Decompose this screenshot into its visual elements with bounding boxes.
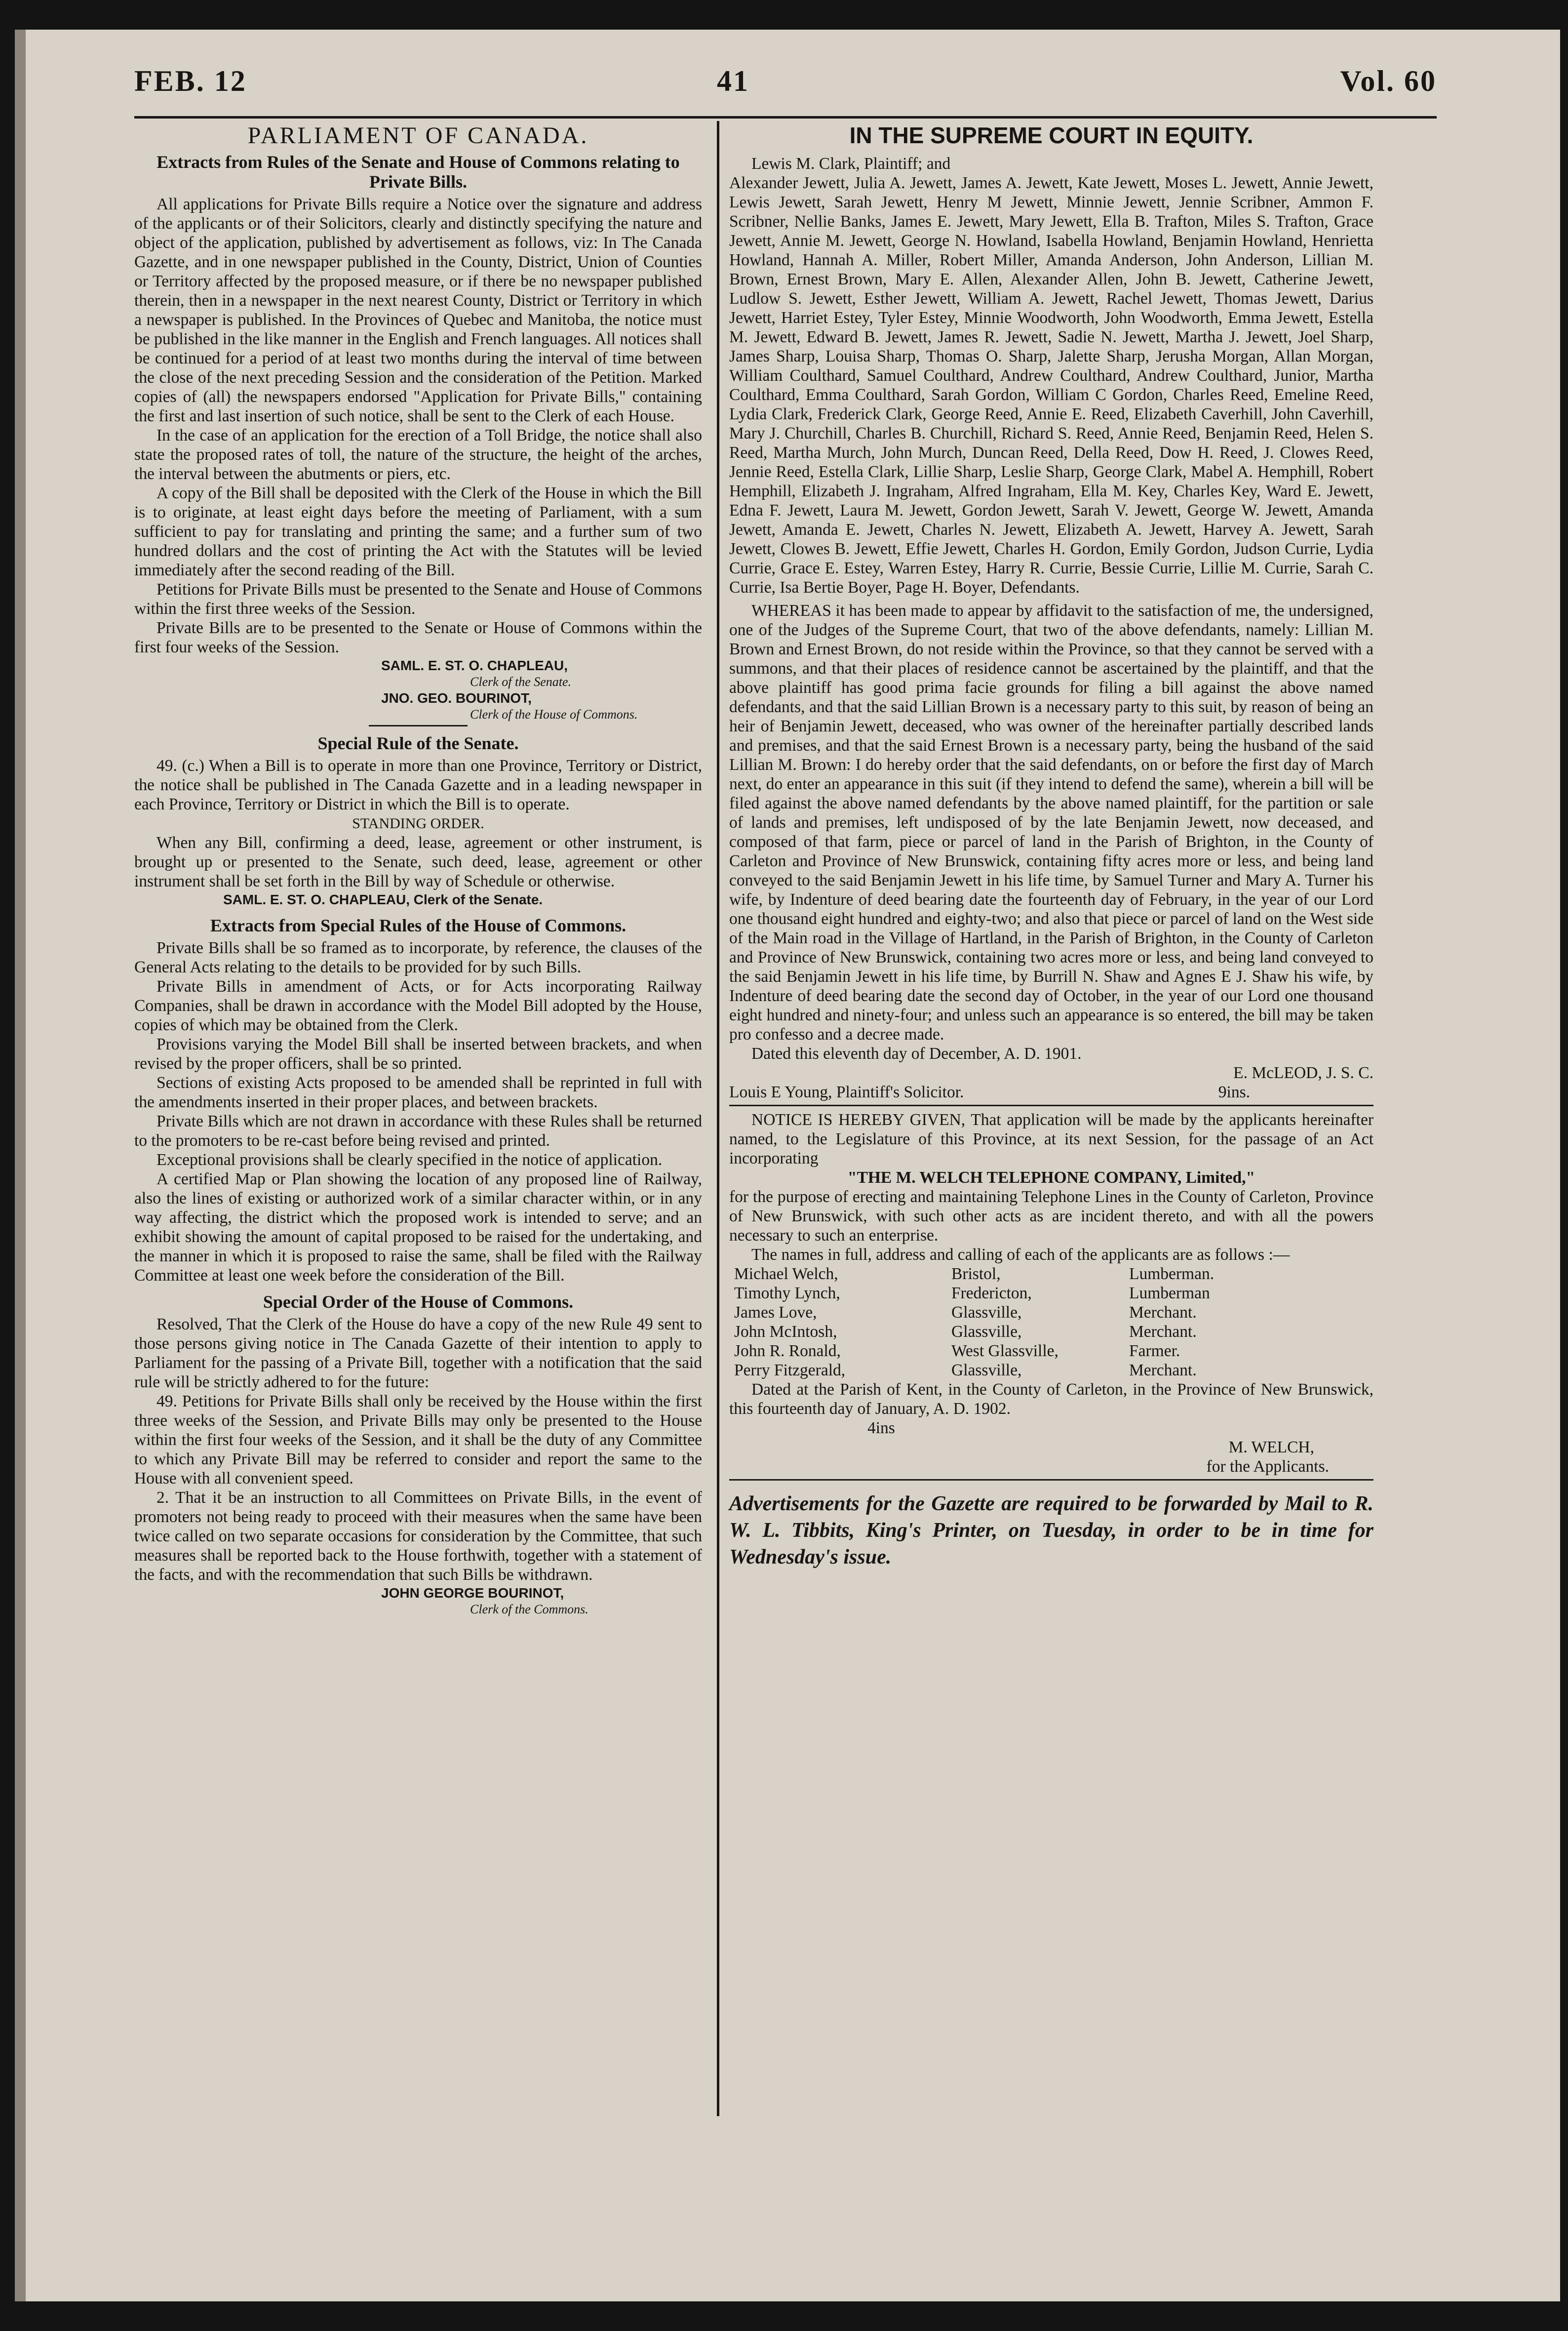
left-column (134, 122, 702, 1617)
rule-paragraph: Sections of existing Acts proposed to be amended shall be reprinted in full with the amendments inserted in their proper places, and between brackets. (134, 1074, 702, 1111)
rule-paragraph: In the case of an application for the erection of a Toll Bridge, the notice shall also state the proposed rates of toll, the nature of the structure, the height of the arches, the interval between the abutments or piers, etc. (134, 426, 702, 483)
dated-line: Dated at the Parish of Kent, in the County of Carleton, in the Province of New Brunswick, this fourteenth day of January, A. D. 1902. (729, 1380, 1373, 1418)
page-number: 41 (717, 65, 749, 97)
rule-paragraph: A copy of the Bill shall be deposited with the Clerk of the House in which the Bill is to originate, at least eight days before the meeting of Parliament, with a sum sufficient to pay for translating and printing the same; and a further sum of two hundred dollars and the cost of printing the Act with the Statutes will be levied immediately after the second reading of the Bill. (134, 484, 702, 579)
rule-paragraph: Exceptional provisions shall be clearly specified in the notice of application. (157, 1151, 663, 1169)
section-divider (729, 1105, 1373, 1106)
page-header (134, 64, 1437, 109)
rule-paragraph: Private Bills in amendment of Acts, or for Acts incorporating Railway Companies, shall be drawn in accordance with the Model Bill adopted by the House, copies of which may be obtained from the Clerk. (134, 977, 702, 1034)
senate-rule-heading: Special Rule of the Senate. (317, 733, 519, 753)
rule-paragraph: Private Bills are to be presented to the Senate or House of Commons within the first four weeks of the Session. (134, 619, 702, 656)
signature-name: SAML. E. ST. O. CHAPLEAU, Clerk of the Senate. (223, 892, 543, 907)
applicant-name: Timothy Lynch, (734, 1284, 840, 1302)
rule-paragraph: All applications for Private Bills require a Notice over the signature and address of the applicants or of their Solicitors, clearly and distinctly specifying the nature and object of the application, published by advertisement as follows, viz: In The Canada Gazette, and in one newspaper published in the County, District, Union of Counties or Territory affected by the proposed measure, or if there be no newspaper published therein, then in a newspaper in the next nearest County, District or Territory in which a newspaper is published. In the Provinces of Quebec and Manitoba, the notice must be published in the like manner in the English and French languages. All notices shall be continued for a period of at least two months during the interval of time between the close of the next preceding Session and the consideration of the Petition. Marked copies of (all) the newspapers endorsed "Application for Private Bills," containing the first and last insertion of such notice, shall be sent to the Clerk of each House. (134, 195, 702, 425)
applicant-name: Michael Welch, (734, 1265, 838, 1283)
parliament-title: PARLIAMENT OF CANADA. (247, 122, 589, 149)
rule-paragraph: A certified Map or Plan showing the location of any proposed line of Railway, also the lines of existing or authorized work of a similar character within, or in any way affecting, the district which the proposed work is intended to serve; and an exhibit showing the amount of capital proposed to be raised for the undertaking, and the manner in which it is proposed to raise the same, shall be filed with the Railway Committee at least one week before the consideration of the Bill. (134, 1170, 702, 1285)
applicants-table (734, 1264, 1373, 1380)
court-title: IN THE SUPREME COURT IN EQUITY. (849, 122, 1254, 148)
applicant-name: John McIntosh, (734, 1323, 837, 1341)
company-name: "THE M. WELCH TELEPHONE COMPANY, Limited," (847, 1168, 1255, 1187)
rule-paragraph: When any Bill, confirming a deed, lease, agreement or other instrument, is brought up or presented to the Senate, such deed, lease, agreement or other instrument shall be set forth in the Bill by way of Schedule or otherwise. (134, 834, 702, 890)
applicant-place: Bristol, (951, 1265, 1001, 1283)
section-divider (369, 725, 468, 726)
applicant-place: Glassville, (951, 1323, 1022, 1341)
extracts-heading: Extracts from Rules of the Senate and House of Commons relating to Private Bills. (157, 152, 680, 192)
dated-line: Dated this eleventh day of December, A. D. 1901. (751, 1045, 1082, 1063)
issue-date: FEB. 12 (134, 65, 247, 97)
applicant-place: Glassville, (951, 1303, 1022, 1322)
applicant-calling: Merchant. (1129, 1303, 1197, 1322)
applicant-calling: Lumberman. (1129, 1265, 1215, 1283)
right-column (729, 122, 1373, 1570)
insertion-count: 9ins. (1218, 1083, 1250, 1101)
column-divider (717, 121, 719, 2116)
applicant-name: Perry Fitzgerald, (734, 1361, 846, 1379)
solicitor-row (729, 1083, 1373, 1102)
signature-title: Clerk of the Senate. (470, 675, 572, 689)
applicant-place: West Glassville, (951, 1342, 1058, 1360)
signature-title: Clerk of the House of Commons. (470, 707, 638, 722)
applicant-calling: Merchant. (1129, 1323, 1197, 1341)
signature-name: JNO. GEO. BOURINOT, (381, 690, 532, 706)
signature-title: Clerk of the Commons. (470, 1602, 588, 1616)
applicant-place: Fredericton, (951, 1284, 1032, 1302)
advertisement-notice: Advertisements for the Gazette are required to be forwarded by Mail to R. W. L. Tibbits, King's Printer, on Tuesday, in order to be in time for Wednesday's issue. (729, 1492, 1373, 1568)
applicant-calling: Lumberman (1129, 1284, 1210, 1302)
defendants-list: Alexander Jewett, Julia A. Jewett, James A. Jewett, Kate Jewett, Moses L. Jewett, Annie Jewett, Lewis Jewett, Sarah Jewett, Henry M Jewett, Minnie Jewett, Jennie Scribner, Ammon F. Scribner, Nellie Banks, James E. Jewett, Mary Jewett, Ella B. Trafton, Miles S. Trafton, Grace Jewett, Annie M. Jewett, George N. Howland, Isabella Howland, Benjamin Howland, Henrietta Howland, Hannah A. Miller, Robert Miller, Amanda Anderson, John Anderson, Lillian M. Brown, Ernest Brown, Mary E. Allen, Alexander Allen, John B. Jewett, Catherine Jewett, Ludlow S. Jewett, Esther Jewett, William A. Jewett, Rachel Jewett, Thomas Jewett, Darius Jewett, Harriet Estey, Tyler Estey, Minnie Woodworth, John Woodworth, Emma Jewett, Estella M. Jewett, Edward B. Jewett, James R. Jewett, Sadie N. Jewett, Martha J. Jewett, Joel Sharp, James Sharp, Louisa Sharp, Thomas O. Sharp, Jalette Sharp, Jerusha Morgan, Allan Morgan, William Coulthard, Samuel Coulthard, Andrew Coulthard, Andrew Coulthard, Junior, Martha Coulthard, Emma Coulthard, Sarah Gordon, William C Gordon, Charles Reed, Emeline Reed, Lydia Clark, Frederick Clark, George Reed, Annie E. Reed, Elizabeth Caverhill, John Caverhill, Mary J. Churchill, Charles B. Churchill, Richard S. Reed, Annie Reed, Benjamin Reed, Helen S. Reed, Martha Murch, John Murch, Duncan Reed, Della Reed, Dow H. Reed, J. Clowes Reed, Jennie Reed, Estella Clark, Lillie Sharp, Leslie Sharp, George Clark, Mabel A. Hemphill, Robert Hemphill, Elizabeth J. Ingraham, Alfred Ingraham, Ella M. Key, Charles Key, Ward E. Jewett, Edna F. Jewett, Laura M. Jewett, Gordon Jewett, Sarah V. Jewett, George W. Jewett, Amanda Jewett, Amanda E. Jewett, Charles N. Jewett, Elizabeth A. Jewett, Harvey A. Jewett, Sarah Jewett, Clowes B. Jewett, Effie Jewett, Charles H. Gordon, Emily Gordon, Judson Currie, Lydia Currie, Grace E. Estey, Warren Estey, Harry R. Currie, Bessie Currie, Lillie M. Currie, Sarah C. Currie, Isa Bertie Boyer, Page H. Boyer, Defendants. (729, 174, 1373, 597)
header-rule (134, 116, 1437, 119)
order-paragraph: 2. That it be an instruction to all Committees on Private Bills, in the event of promoters not being ready to proceed with their measures when the same have been twice called on two separate occasions for consideration by the Committee, that such measures shall be reported back to the House forthwith, together with a statement of the facts, and with the recommendation that such Bills be withdrawn. (134, 1488, 702, 1584)
rule-paragraph: 49. (c.) When a Bill is to operate in more than one Province, Territory or District, the notice shall be published in The Canada Gazette and in a leading newspaper in each Province, Territory or District in which the Bill is to operate. (134, 757, 702, 813)
newspaper-page (15, 30, 1560, 2301)
order-paragraph: Resolved, That the Clerk of the House do have a copy of the new Rule 49 sent to those persons giving notice in The Canada Gazette of their intention to apply to Parliament for the passing of a Private Bill, together with a notification that the said rule will be strictly adhered to for the future: (134, 1315, 702, 1391)
signature-title: for the Applicants. (1206, 1457, 1329, 1476)
order-paragraph: 49. Petitions for Private Bills shall only be received by the House within the first three weeks of the Session, and Private Bills may only be presented to the House within the first four weeks of the Session, and it shall be the duty of any Committee to which any Private Bill may be referred to consider and report the same to the House with all convenient speed. (134, 1392, 702, 1487)
plaintiff-line: Lewis M. Clark, Plaintiff; and (751, 155, 951, 173)
judge-signature: E. McLEOD, J. S. C. (1233, 1064, 1373, 1082)
signature-name: JOHN GEORGE BOURINOT, (381, 1585, 564, 1601)
applicant-name: James Love, (734, 1303, 817, 1322)
names-intro: The names in full, address and calling of each of the applicants are as follows :— (751, 1246, 1290, 1264)
rule-paragraph: Provisions varying the Model Bill shall be inserted between brackets, and when revised by the proper officers, shall be so printed. (134, 1035, 702, 1073)
signature-name: SAML. E. ST. O. CHAPLEAU, (381, 658, 568, 673)
rule-paragraph: Private Bills which are not drawn in accordance with these Rules shall be returned to the promoters to be re-cast before being revised and printed. (134, 1112, 702, 1150)
applicant-calling: Merchant. (1129, 1361, 1197, 1379)
special-order-heading: Special Order of the House of Commons. (263, 1292, 574, 1312)
commons-rules-heading: Extracts from Special Rules of the House of Commons. (210, 916, 627, 935)
purpose-text: for the purpose of erecting and maintaining Telephone Lines in the County of Carleton, Province of New Brunswick, with such other acts as are incident thereto, and with all the powers necessary to such an enterprise. (729, 1188, 1373, 1245)
section-divider (729, 1479, 1373, 1481)
applicant-name: John R. Ronald, (734, 1342, 841, 1360)
volume-number: Vol. 60 (1340, 65, 1437, 97)
court-order-text: WHEREAS it has been made to appear by affidavit to the satisfaction of me, the undersigned, one of the Judges of the Supreme Court, that two of the above defendants, namely: Lillian M. Brown and Ernest Brown, do not reside within the Province, so that they cannot be served with a summons, and that their places of residence cannot be ascertained by the plaintiff, and that the above plaintiff has good prima facie grounds for filing a bill against the above named defendants, and that the said Lillian Brown is a necessary party to this suit, by reason of being an heir of Benjamin Jewett, deceased, who was owner of the hereinafter partially described lands and premises, and that the said Ernest Brown is a necessary party, being the husband of the said Lillian M. Brown: I do hereby order that the said defendants, on or before the first day of March next, do enter an appearance in this suit (if they intend to defend the same), wherein a bill will be filed against the above named defendants by the above named plaintiff, for the partition or sale of lands and premises, left undisposed of by the late Benjamin Jewett, now deceased, and composed of that farm, piece or parcel of land in the Parish of Brighton, in the County of Carleton and Province of New Brunswick, containing fifty acres more or less, and being land conveyed to the said Benjamin Jewett in his life time, by Samuel Turner and Mary A. Turner his wife, by Indenture of deed bearing date the fourteenth day of February, in the year of our Lord one thousand eight hundred and eighty-two; and also that piece or parcel of land on the West side of the Main road in the Village of Hartland, in the Parish of Brighton, in the County of Carleton and Province of New Brunswick, containing two acres more or less, and being land conveyed to the said Benjamin Jewett in his life time, by Burrill N. Shaw and Agnes E J. Shaw his wife, by Indenture of deed bearing date the second day of October, in the year of our Lord one thousand eight hundred and ninety-four; and unless such an appearance is so entered, the bill may be taken pro confesso and a decree made. (729, 602, 1373, 1044)
rule-paragraph: Private Bills shall be so framed as to incorporate, by reference, the clauses of the General Acts relating to the details to be provided for by such Bills. (134, 939, 702, 976)
solicitor-line: Louis E Young, Plaintiff's Solicitor. (729, 1083, 964, 1101)
notice-text: NOTICE IS HEREBY GIVEN, That application will be made by the applicants hereinafter named, to the Legislature of this Province, at its next Session, for the passage of an Act incorporating (729, 1111, 1373, 1167)
applicant-calling: Farmer. (1129, 1342, 1180, 1360)
standing-order-heading: STANDING ORDER. (352, 815, 484, 832)
insertion-count: 4ins (867, 1419, 895, 1437)
signature-name: M. WELCH, (1228, 1438, 1314, 1456)
rule-paragraph: Petitions for Private Bills must be presented to the Senate and House of Commons within the first three weeks of the Session. (134, 580, 702, 618)
applicant-place: Glassville, (951, 1361, 1022, 1379)
